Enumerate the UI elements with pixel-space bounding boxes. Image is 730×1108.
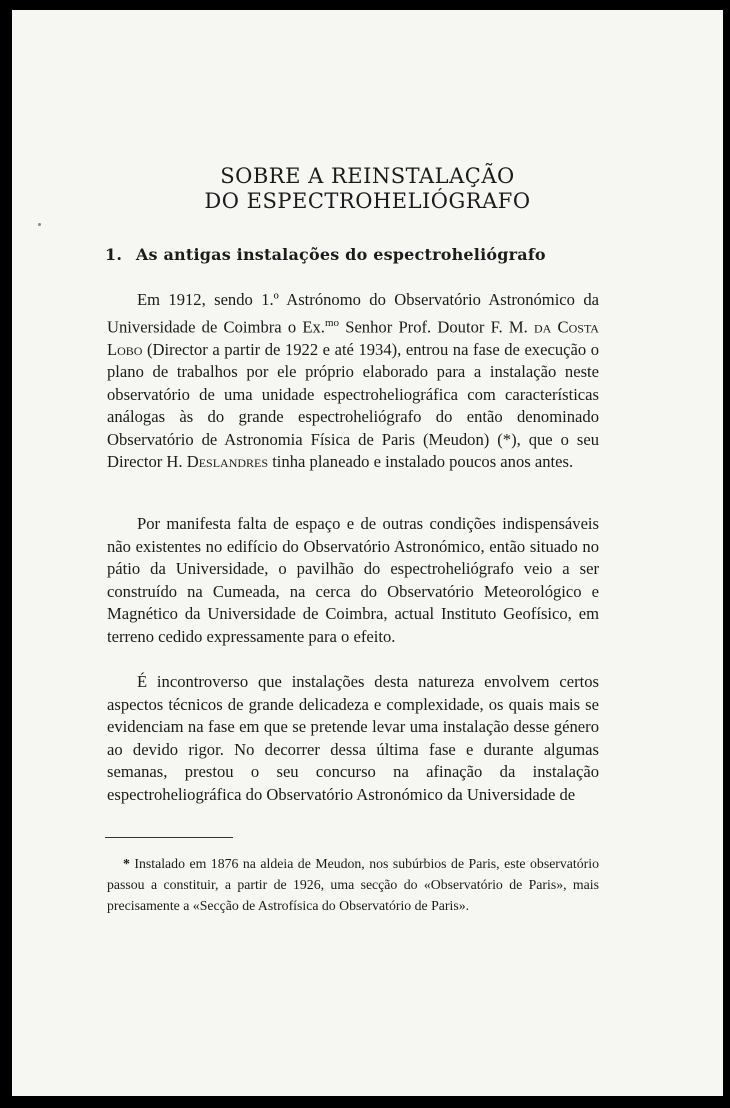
p1-text-c: (Director a partir de 1922 e até 1934), entrou na fase de execução o plano de trabalhos por ele próprio elaborado para a instalação neste observatório de uma unidade espectroheliográfica com características análogas às do grande espectroheliógrafo do então denominado Observatório de Astronomia Física de Paris (Meudon) (*), que o seu Director H. [107, 339, 599, 472]
paragraph-2: Por manifesta falta de espaço e de outras condições indispensáveis não existentes no edifício do Observatório Astronómico, então situado no pátio da Universidade, o pavilhão do espectroheliógrafo veio a ser construído na Cumeada, na cerca do Observatório Meteorológico e Magnético da Universidade de Coimbra, actual Instituto Geofísico, em terreno cedido expressamente para o efeito. [107, 514, 599, 646]
title-line-1: SOBRE A REINSTALAÇÃO [220, 164, 515, 188]
section-heading [105, 245, 546, 264]
p1-superscript: mo [324, 316, 339, 329]
footnote-divider [105, 837, 233, 838]
p1-text-b: Senhor Prof. Doutor F. M. [339, 317, 534, 337]
footnote [107, 853, 599, 916]
p1-text-a: Em 1912, sendo 1.º Astrónomo do Observatório Astronómico da Universidade de Coimbra o Ex. [107, 290, 599, 337]
paragraph-3: É incontroverso que instalações desta natureza envolvem certos aspectos técnicos de grande delicadeza e complexidade, os quais mais se evidenciam na fase em que se pretende levar uma instalação desse género ao devido rigor. No decorrer dessa última fase e durante algumas semanas, prestou o seu concurso na afinação da instalação espectroheliográfica do Observatório Astronómico da Universidade de [107, 672, 599, 804]
scan-speck [38, 223, 41, 226]
section-title: As antigas instalações do espectroheliógrafo [135, 245, 546, 264]
p1-name-deslandres: Deslandres [186, 452, 269, 472]
footnote-mark: * [123, 856, 130, 871]
document-page [12, 10, 723, 1096]
paragraph-1 [107, 289, 599, 474]
footnote-text: Instalado em 1876 na aldeia de Meudon, nos subúrbios de Paris, este observatório passou a constituir, a partir de 1926, uma secção do «Observatório de Paris», mais precisamente a «Secção de Astrofísica do Observatório de Paris». [107, 856, 599, 913]
p1-text-d: tinha planeado e instalado poucos anos antes. [268, 452, 574, 472]
p1-name-costa-lobo: da Costa Lobo [107, 317, 599, 359]
section-number: 1. [105, 245, 123, 264]
title-line-2: DO ESPECTROHELIÓGRAFO [204, 189, 531, 213]
